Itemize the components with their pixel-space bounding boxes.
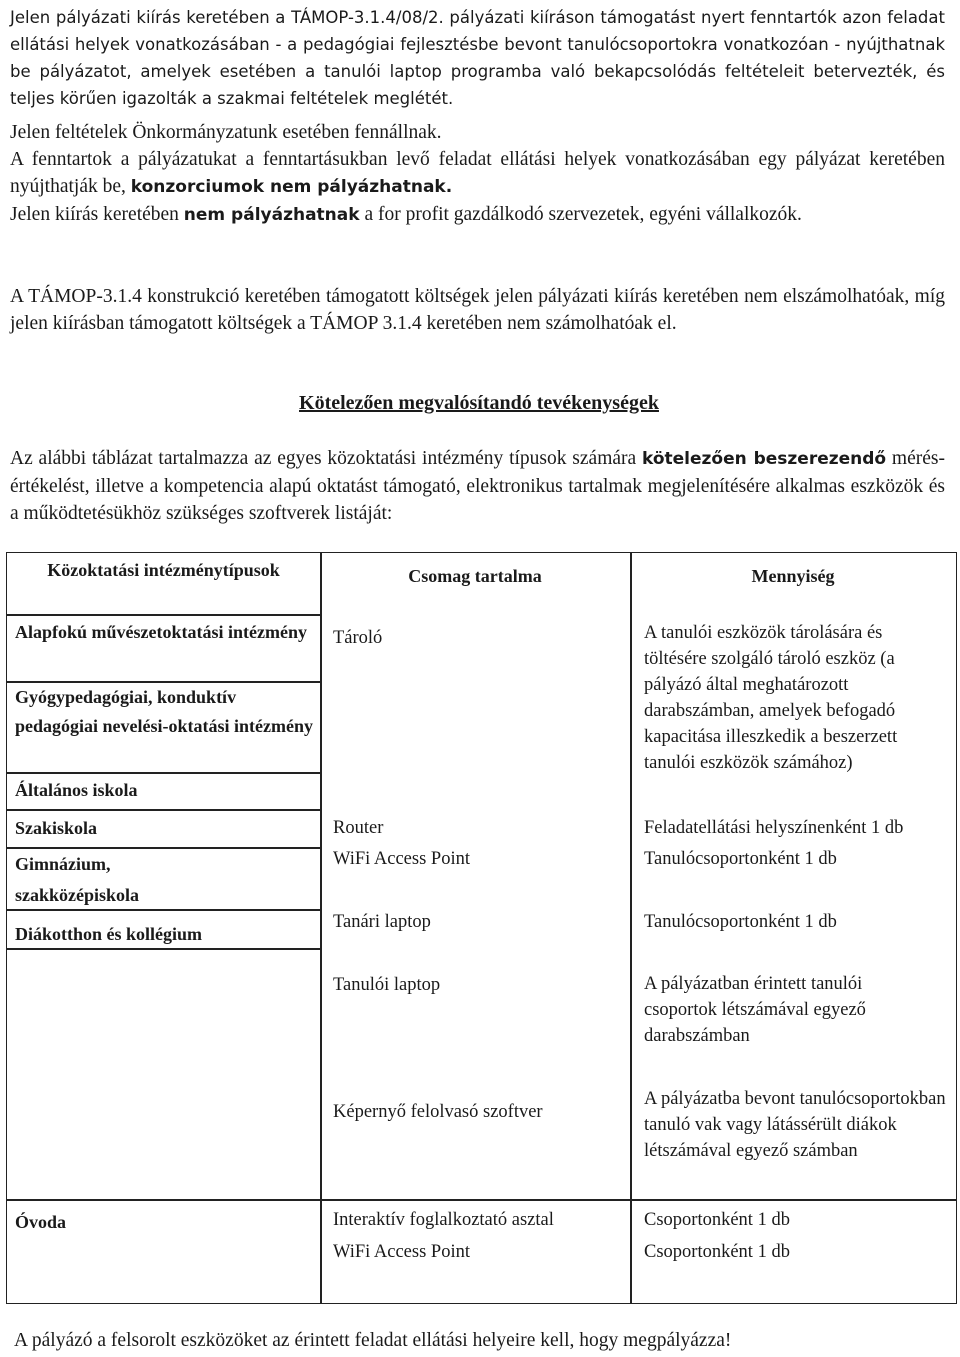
table-intro-text-c: mérés-értékelést, illetve a kompetencia alapú oktatást támogató, elektronikus tartalmak megjelenítésére alkalmas eszközök és a működtetésükhöz szükséges szoftverek listáját: (10, 448, 945, 524)
quantity-text: Tanulócsoportonként 1 db (644, 912, 837, 932)
section-heading: Kötelezően megvalósítandó tevékenységek (299, 392, 659, 414)
intro-text-1: Jelen pályázati kiírás keretében a TÁMOP-3.1.4/08/2. pályázati kiíráson támogatást nyert fenntartók azon feladat ellátási helyek vonatkozásában - a pedagógiai fejlesztésbe bevont tanulócsoportokra vonatkozóan - nyújthatnak be pályázatot, amelyek esetében a tanulói laptop programba való bekapcsolódás feltételeit betervezték, és teljes körűen igazolták a szakmai feltételek meglétét. (10, 8, 945, 108)
row-divider (7, 772, 320, 774)
header-package-contents: Csomag tartalma (408, 566, 542, 586)
header-quantity: Mennyiség (751, 566, 835, 586)
intro-paragraph-3 (10, 201, 945, 229)
quantity-text: A pályázatba bevont tanulócsoportokban tanuló vak vagy látássérült diákok létszámával egyező számban (644, 1089, 946, 1161)
package-item: Képernyő felolvasó szoftver (333, 1102, 543, 1122)
fenntartok-text: A fenntartok a pályázatukat a fenntartásukban levő feladat ellátási helyek vonatkozásában egy pályázat keretében nyújthatják be, (10, 149, 945, 197)
intro-paragraph-1-tail (10, 119, 945, 146)
equipment-table (6, 552, 957, 1304)
intro-paragraph-1 (10, 4, 945, 112)
institution-type: Óvoda (15, 1212, 67, 1232)
row-divider (7, 614, 320, 616)
quantity-text: Tanulócsoportonként 1 db (644, 849, 837, 869)
kotelezoen-bold-text: kötelezően beszerezendő (641, 449, 887, 469)
package-item: Tanári laptop (333, 912, 431, 932)
row-divider (7, 1199, 956, 1201)
package-item: Interaktív foglalkoztató asztal (333, 1210, 554, 1230)
column-divider (320, 553, 322, 1303)
quantity-text: Csoportonként 1 db (644, 1242, 790, 1262)
kiiras-text-c: a for profit gazdálkodó szervezetek, egyéni vállalkozók. (359, 204, 802, 225)
intro-paragraph-2 (10, 146, 945, 201)
institution-type: Gimnázium, szakközépiskola (15, 854, 140, 905)
package-item: Tanulói laptop (333, 975, 441, 995)
intro-paragraph-4 (10, 283, 945, 337)
quantity-text: A tanulói eszközök tárolására és töltésére szolgáló tároló eszköz (a pályázó által meghatározott darabszámban, amelyek befogadó kapacitása illeszkedik a beszerzett tanulói eszközök számához) (644, 623, 898, 773)
package-item: Router (333, 818, 384, 838)
quantity-text: Feladatellátási helyszínenként 1 db (644, 818, 904, 838)
institution-type: Alapfokú művészetoktatási intézmény (15, 622, 307, 642)
kiiras-text-a: Jelen kiírás keretében (10, 204, 184, 225)
header-institution-types: Közoktatási intézménytípusok (47, 560, 280, 580)
conditions-met-text: Jelen feltételek Önkormányzatunk esetében fennállnak. (10, 122, 442, 143)
institution-type: Általános iskola (15, 780, 138, 800)
nem-palyazhatnak-bold-text: nem pályázhatnak (183, 205, 360, 225)
konzorcium-bold-text: konzorciumok nem pályázhatnak. (130, 177, 453, 197)
institution-type: Diákotthon és kollégium (15, 924, 203, 944)
institution-type: Szakiskola (15, 818, 98, 838)
footer-note: A pályázó a felsorolt eszközöket az érintett feladat ellátási helyeire kell, hogy megpályázza! (14, 1330, 732, 1351)
package-item: Tároló (333, 628, 383, 648)
quantity-text: A pályázatban érintett tanulói csoportok létszámával egyező darabszámban (644, 974, 866, 1046)
row-divider (7, 809, 320, 811)
institution-type: Gyógypedagógiai, konduktív pedagógiai nevelési-oktatási intézmény (15, 687, 313, 736)
package-item: WiFi Access Point (333, 1242, 470, 1262)
package-item: WiFi Access Point (333, 849, 470, 869)
column-divider (630, 553, 632, 1303)
quantity-text: Csoportonként 1 db (644, 1210, 790, 1230)
table-intro-text-a: Az alábbi táblázat tartalmazza az egyes közoktatási intézmény típusok számára (10, 448, 642, 469)
table-intro-paragraph (10, 445, 945, 527)
tamop-costs-text: A TÁMOP-3.1.4 konstrukció keretében támogatott költségek jelen pályázati kiírás keretében nem elszámolhatóak, míg jelen kiírásban támogatott költségek a TÁMOP 3.1.4 keretében nem számolhatóak el. (10, 286, 945, 334)
